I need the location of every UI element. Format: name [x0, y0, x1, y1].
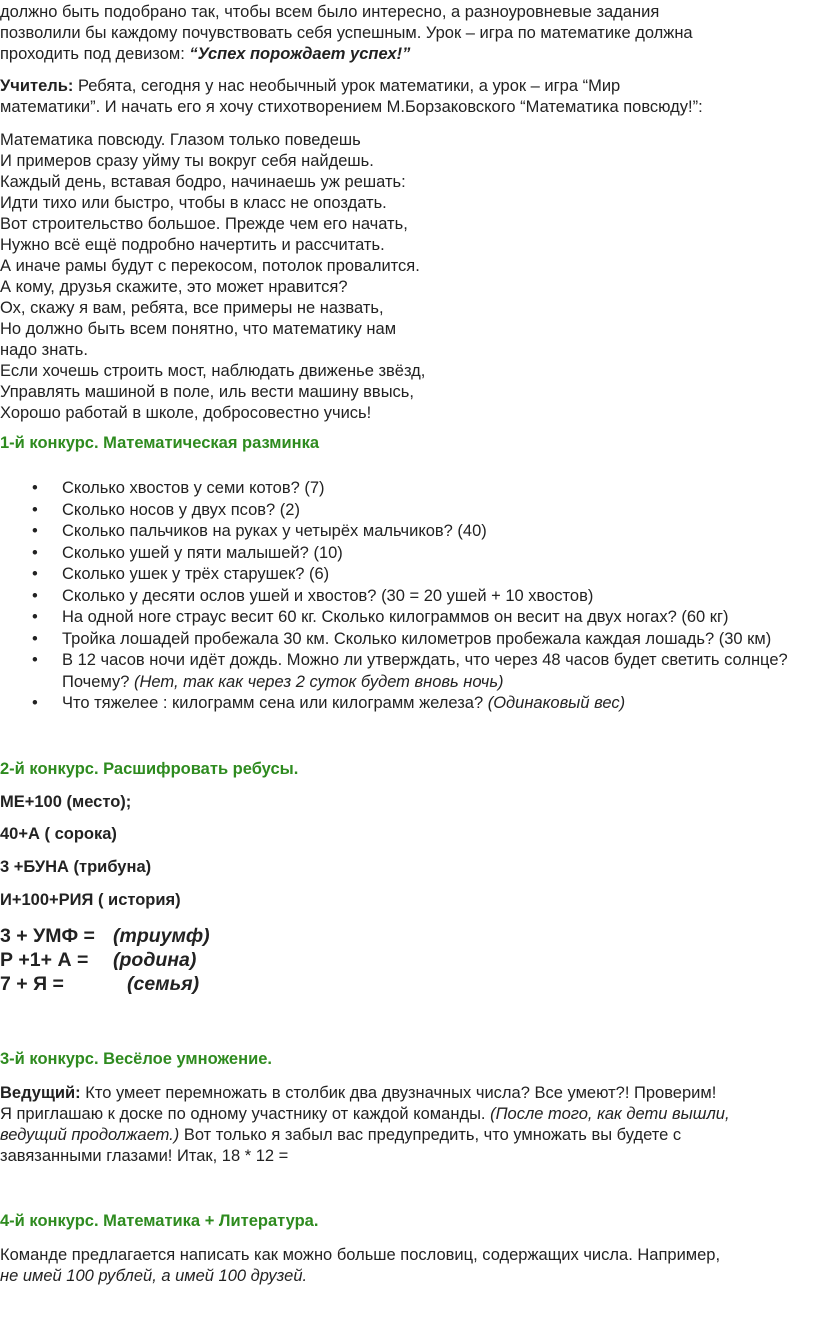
list-item: [0, 564, 816, 586]
contest-3-line-1: [0, 1083, 716, 1104]
contest-4-example: не имей 100 рублей, а имей 100 друзей.: [0, 1267, 308, 1285]
rebus-big: [0, 949, 197, 972]
teacher-line-2: математики”. И начать его я хочу стихотворением М.Борзаковского “Математика повсюду!”:: [0, 98, 703, 116]
contest-1-questions: [0, 478, 816, 715]
poem-line: И примеров сразу уйму ты вокруг себя найдешь.: [0, 152, 374, 170]
list-item: [0, 629, 816, 651]
rebus-puzzle: 3 + УМФ =: [0, 925, 95, 947]
contest-4-line-1: Команде предлагается написать как можно больше пословиц, содержащих числа. Например,: [0, 1246, 721, 1264]
contest-2-title: 2-й конкурс. Расшифровать ребусы.: [0, 760, 299, 778]
list-item: [0, 543, 816, 565]
list-item: [0, 693, 816, 715]
intro-line-2: позволили бы каждому почувствовать себя успешным. Урок – игра по математике должна: [0, 24, 693, 42]
contest-3-line-4: завязанными глазами! Итак, 18 * 12 =: [0, 1147, 289, 1165]
question-text: Сколько ушек у трёх старушек? (6): [62, 565, 330, 583]
list-item: [0, 521, 816, 543]
contest-4-title: 4-й конкурс. Математика + Литература.: [0, 1212, 319, 1230]
rebus: 40+А ( сорока): [0, 825, 117, 843]
contest-1-title: 1-й конкурс. Математическая разминка: [0, 434, 320, 452]
poem-line: Ох, скажу я вам, ребята, все примеры не назвать,: [0, 299, 384, 317]
rebus-answer: (семья): [127, 973, 200, 995]
question-text: Тройка лошадей пробежала 30 км. Сколько километров пробежала каждая лошадь? (30 км): [62, 629, 772, 648]
question-text: Сколько носов у двух псов? (2): [62, 500, 300, 519]
question-text: Сколько хвостов у семи котов? (7): [62, 479, 325, 497]
list-item: [0, 607, 816, 629]
stage-direction: (После того, как дети вышли,: [490, 1105, 730, 1123]
question-text: Что тяжелее : килограмм сена или килограмм железа?: [62, 694, 488, 712]
poem-line: Каждый день, вставая бодро, начинаешь уж решать:: [0, 173, 406, 191]
poem-line: Но должно быть всем понятно, что математику нам: [0, 320, 397, 338]
teacher-text-1: Ребята, сегодня у нас необычный урок математики, а урок – игра “Мир: [73, 77, 621, 95]
poem-line: надо знать.: [0, 341, 88, 359]
question-text: На одной ноге страус весит 60 кг. Сколько килограммов он весит на двух ногах? (60 кг): [62, 608, 729, 626]
contest-3-text: Кто умеет перемножать в столбик два двузначных числа? Все умеют?! Проверим!: [80, 1084, 717, 1102]
poem-line: Управлять машиной в поле, иль вести машину ввысь,: [0, 383, 414, 401]
host-label: Ведущий:: [0, 1084, 81, 1102]
poem-line: Хорошо работай в школе, добросовестно учись!: [0, 404, 372, 422]
rebus-answer: (триумф): [113, 925, 210, 947]
teacher-line-1: [0, 76, 620, 97]
question-text: В 12 часов ночи идёт дождь. Можно ли утверждать, что через 48 часов будет светить солнце? Почему?: [62, 651, 788, 691]
contest-3-text: Я приглашаю к доске по одному участнику от каждой команды.: [0, 1105, 491, 1123]
rebus-puzzle: 7 + Я =: [0, 973, 64, 995]
question-text: Сколько ушей у пяти малышей? (10): [62, 543, 343, 562]
question-answer: (Одинаковый вес): [487, 694, 626, 712]
intro-line-3: [0, 44, 410, 65]
intro-line-1: должно быть подобрано так, чтобы всем было интересно, а разноуровневые задания: [0, 3, 660, 21]
contest-3-title: 3-й конкурс. Весёлое умножение.: [0, 1050, 272, 1068]
list-item: [0, 500, 816, 522]
poem-line: А иначе рамы будут с перекосом, потолок провалится.: [0, 257, 420, 275]
motto: “Успех порождает успех!”: [189, 45, 411, 63]
poem-line: Идти тихо или быстро, чтобы в класс не опоздать.: [0, 194, 387, 212]
rebus: МЕ+100 (место);: [0, 793, 132, 811]
poem-line: Нужно всё ещё подробно начертить и рассчитать.: [0, 236, 385, 254]
question-answer: (Нет, так как через 2 суток будет вновь ночь): [134, 672, 504, 691]
contest-3-text: Вот только я забыл вас предупредить, что умножать вы будете с: [179, 1126, 682, 1144]
rebus: 3 +БУНА (трибуна): [0, 858, 152, 876]
list-item: [0, 650, 816, 693]
rebus-answer: (родина): [113, 949, 197, 971]
intro-line-3-text: проходить под девизом:: [0, 45, 190, 63]
poem-line: Математика повсюду. Глазом только поведешь: [0, 131, 361, 149]
question-text: Сколько пальчиков на руках у четырёх мальчиков? (40): [62, 522, 487, 540]
rebus: И+100+РИЯ ( история): [0, 891, 181, 909]
poem-line: А кому, друзья скажите, это может нравится?: [0, 278, 348, 296]
contest-3-line-2: [0, 1104, 730, 1125]
list-item: [0, 586, 816, 608]
rebus-big: [0, 925, 210, 948]
poem-line: Если хочешь строить мост, наблюдать движенье звёзд,: [0, 362, 426, 380]
teacher-label: Учитель:: [0, 77, 74, 95]
stage-direction: ведущий продолжает.): [0, 1126, 180, 1144]
poem-line: Вот строительство большое. Прежде чем его начать,: [0, 215, 408, 233]
question-text: Сколько у десяти ослов ушей и хвостов? (30 = 20 ушей + 10 хвостов): [62, 586, 594, 605]
list-item: [0, 478, 816, 500]
contest-3-line-3: [0, 1125, 681, 1146]
rebus-puzzle: Р +1+ А =: [0, 949, 89, 971]
rebus-big: [0, 973, 200, 996]
